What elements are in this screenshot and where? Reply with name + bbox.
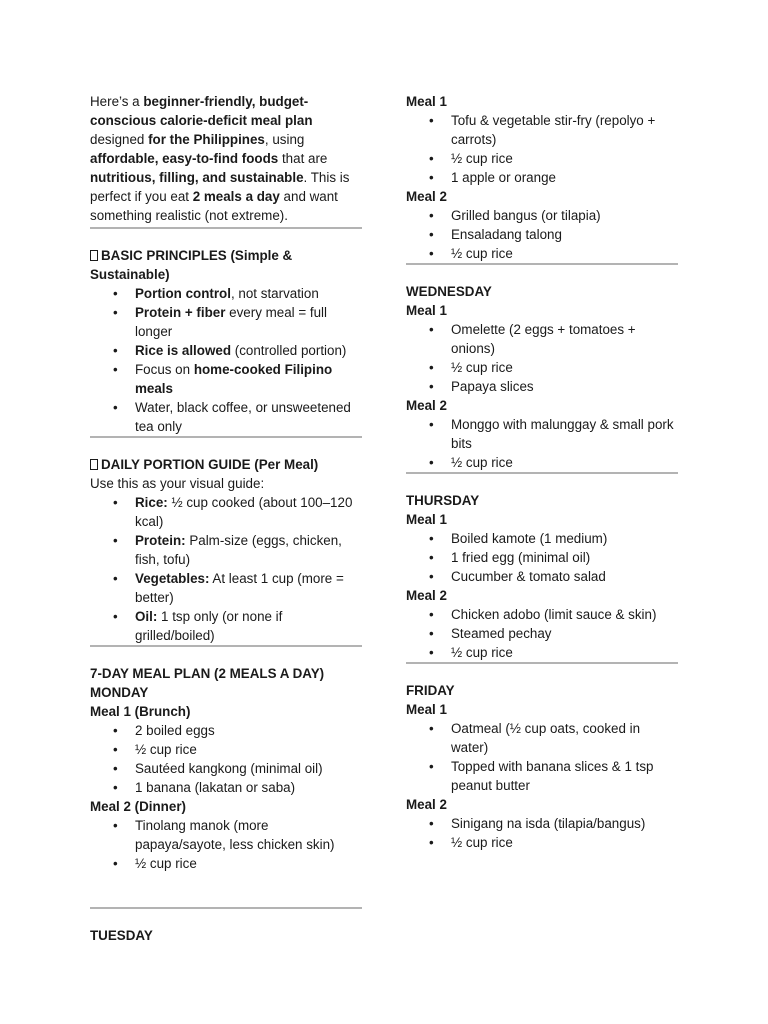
list-item: • Oatmeal (½ cup oats, cooked in water): [451, 719, 678, 757]
meal-list: [406, 415, 678, 472]
item-text: Palm-size (eggs, chicken, fish, tofu): [135, 533, 342, 567]
item-text: ½ cup cooked (about 100–120 kcal): [135, 495, 353, 529]
list-item: [135, 284, 362, 303]
item-bold: Protein:: [135, 533, 186, 548]
list-item: [135, 493, 362, 531]
intro-bold: 2 meals a day: [192, 189, 280, 204]
list-item: • Papaya slices: [451, 377, 678, 396]
intro-text: and want something realistic (not extreme).: [90, 189, 338, 223]
meal-heading: Meal 2 (Dinner): [90, 799, 186, 814]
list-item: • Tinolang manok (more papaya/sayote, less chicken skin): [135, 816, 362, 854]
meal-list: [406, 320, 678, 396]
left-column: [90, 92, 362, 945]
intro-text: , using: [264, 132, 305, 147]
intro-paragraph: [90, 92, 362, 225]
section-divider: [406, 472, 678, 474]
list-item: • 1 fried egg (minimal oil): [451, 548, 678, 567]
section-divider: [406, 263, 678, 265]
list-item: • ½ cup rice: [451, 643, 678, 662]
portion-section: [90, 455, 362, 645]
meal-heading: Meal 2: [406, 189, 447, 204]
checkbox-icon: [90, 459, 98, 470]
meal-list: [406, 529, 678, 586]
meal-heading: Meal 2: [406, 588, 447, 603]
day-heading-wednesday: WEDNESDAY: [406, 284, 492, 299]
portion-heading: [90, 455, 362, 474]
list-item: • ½ cup rice: [451, 453, 678, 472]
list-item: • Tofu & vegetable stir-fry (repolyo + carrots): [451, 111, 678, 149]
item-bold: Vegetables:: [135, 571, 210, 586]
meal-list: [406, 206, 678, 263]
item-text: every meal = full longer: [135, 305, 328, 339]
friday-section: [406, 681, 678, 852]
meal-list: [406, 814, 678, 852]
item-text: At least 1 cup (more = better): [135, 571, 344, 605]
portion-subtitle: Use this as your visual guide:: [90, 476, 265, 491]
wednesday-section: [406, 282, 678, 472]
intro-bold: for the Philippines: [148, 132, 265, 147]
intro-bold: nutritious, filling, and sustainable: [90, 170, 304, 185]
list-item: • ½ cup rice: [451, 358, 678, 377]
list-item: • 2 boiled eggs: [135, 721, 362, 740]
meal-heading: Meal 1: [406, 702, 447, 717]
meal-heading: Meal 1: [406, 512, 447, 527]
section-divider: [90, 907, 362, 909]
intro-text: that are: [278, 151, 328, 166]
list-item: • Sautéed kangkong (minimal oil): [135, 759, 362, 778]
principles-list: [90, 284, 362, 436]
list-item: • Ensaladang talong: [451, 225, 678, 244]
checkbox-icon: [90, 250, 98, 261]
list-item: • 1 apple or orange: [451, 168, 678, 187]
item-bold: Oil:: [135, 609, 158, 624]
list-item: • ½ cup rice: [451, 244, 678, 263]
list-item: • ½ cup rice: [135, 854, 362, 873]
list-item: • Steamed pechay: [451, 624, 678, 643]
meal-heading: Meal 1: [406, 303, 447, 318]
list-item: • 1 banana (lakatan or saba): [135, 778, 362, 797]
thursday-section: [406, 491, 678, 662]
day-heading-thursday: THURSDAY: [406, 493, 480, 508]
list-item: • ½ cup rice: [135, 740, 362, 759]
section-divider: [90, 645, 362, 647]
plan-title: 7-DAY MEAL PLAN (2 MEALS A DAY): [90, 666, 325, 681]
intro-bold: beginner-friendly, budget-conscious calorie-deficit meal plan: [90, 94, 313, 128]
portion-list: [90, 493, 362, 645]
list-item: [135, 341, 362, 360]
meal-list: [406, 111, 678, 187]
list-item: [135, 531, 362, 569]
meal-heading: Meal 2: [406, 797, 447, 812]
meal-list: [90, 721, 362, 797]
list-item: • Chicken adobo (limit sauce & skin): [451, 605, 678, 624]
portion-title: DAILY PORTION GUIDE (Per Meal): [101, 457, 319, 472]
list-item: • Boiled kamote (1 medium): [451, 529, 678, 548]
item-bold: home-cooked Filipino meals: [135, 362, 333, 396]
item-bold: Rice is allowed: [135, 343, 232, 358]
meal-list: [90, 816, 362, 873]
item-bold: Rice:: [135, 495, 168, 510]
list-item: [135, 360, 362, 398]
list-item: • Cucumber & tomato salad: [451, 567, 678, 586]
list-item: [135, 607, 362, 645]
right-column: [406, 92, 678, 852]
item-text: Focus on: [135, 362, 194, 377]
item-text: (controlled portion): [231, 343, 347, 358]
day-heading-tuesday: TUESDAY: [90, 928, 153, 943]
list-item: [135, 398, 362, 436]
intro-text: designed: [90, 132, 149, 147]
item-text: , not starvation: [230, 286, 319, 301]
meal-heading: Meal 2: [406, 398, 447, 413]
principles-section: [90, 246, 362, 436]
list-item: • Omelette (2 eggs + tomatoes + onions): [451, 320, 678, 358]
list-item: • Monggo with malunggay & small pork bits: [451, 415, 678, 453]
list-item: [135, 569, 362, 607]
list-item: • Sinigang na isda (tilapia/bangus): [451, 814, 678, 833]
list-item: [135, 303, 362, 341]
principles-heading: [90, 246, 362, 284]
meal-list: [406, 719, 678, 795]
intro-bold: affordable, easy-to-find foods: [90, 151, 279, 166]
day-heading-friday: FRIDAY: [406, 683, 455, 698]
meal-heading: Meal 1: [406, 94, 447, 109]
item-bold: Portion control: [135, 286, 231, 301]
list-item: • ½ cup rice: [451, 149, 678, 168]
plan-section: [90, 664, 362, 873]
day-heading-monday: MONDAY: [90, 685, 149, 700]
principles-title: BASIC PRINCIPLES (Simple & Sustainable): [90, 248, 293, 282]
intro-text: Here’s a: [90, 94, 144, 109]
section-divider: [90, 227, 362, 229]
list-item: • ½ cup rice: [451, 833, 678, 852]
list-item: • Grilled bangus (or tilapia): [451, 206, 678, 225]
meal-list: [406, 605, 678, 662]
meal-heading: Meal 1 (Brunch): [90, 704, 191, 719]
section-divider: [406, 662, 678, 664]
item-text: 1 tsp only (or none if grilled/boiled): [135, 609, 283, 643]
list-item: • Topped with banana slices & 1 tsp peanut butter: [451, 757, 678, 795]
intro-text: . This is perfect if you eat: [90, 170, 350, 204]
section-divider: [90, 436, 362, 438]
item-bold: Protein + fiber: [135, 305, 226, 320]
item-text: Water, black coffee, or unsweetened tea only: [135, 400, 351, 434]
